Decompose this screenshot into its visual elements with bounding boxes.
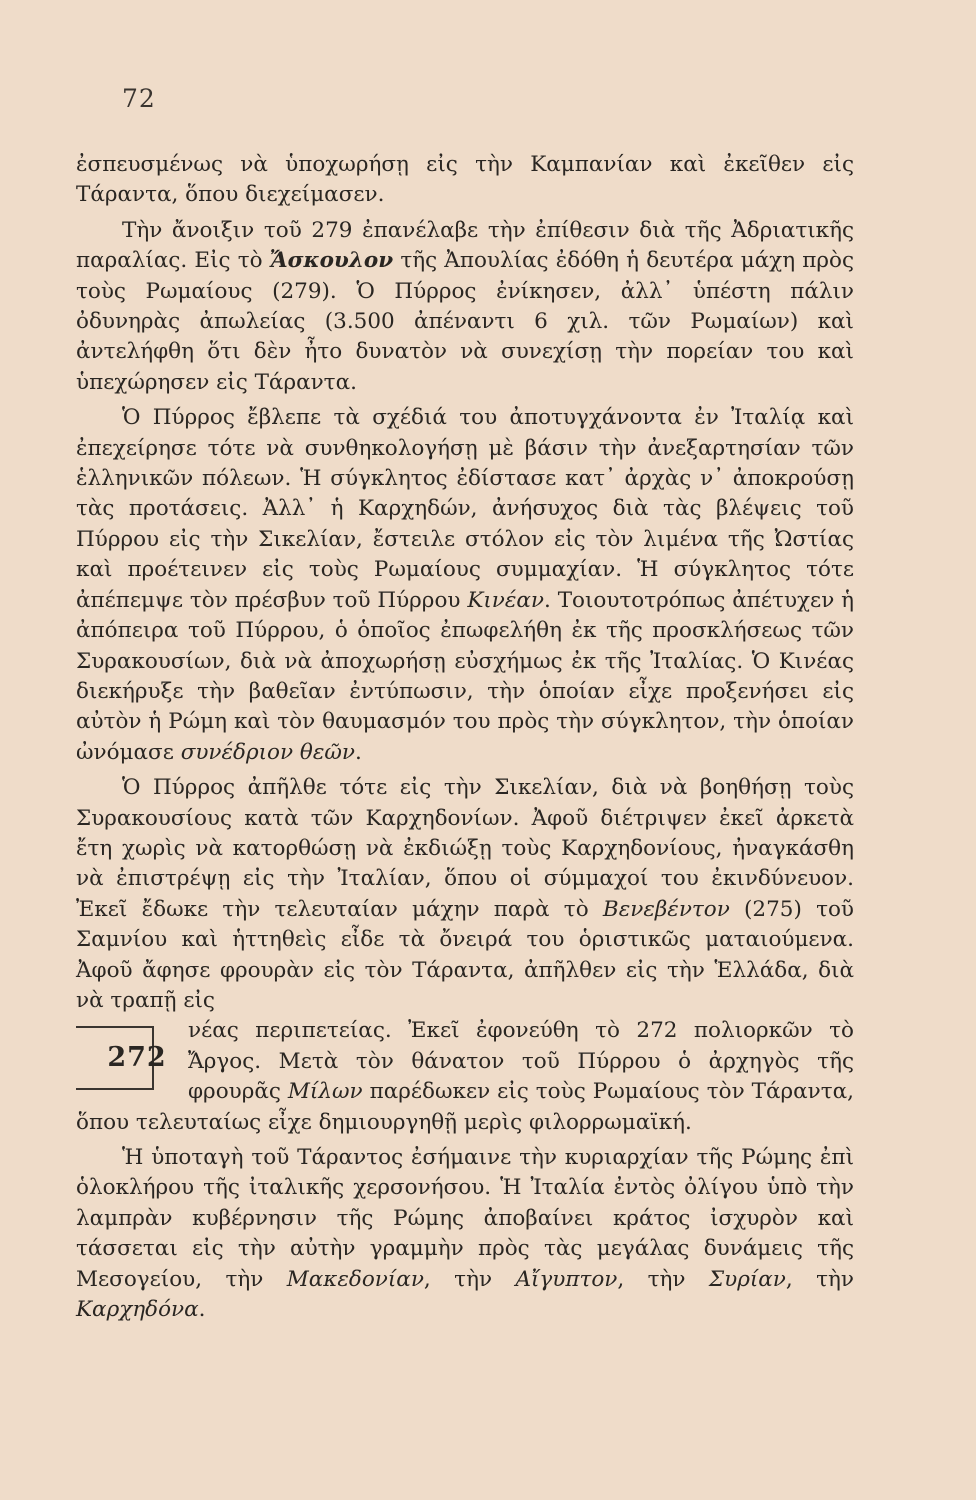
text-run: . Τοιουτοτρόπως ἀπέτυχεν ἡ ἀπόπειρα τοῦ Πύρρου, ὁ ὁποῖος ἐπωφελήθη ἐκ τῆς προσκλήσεως τῶν Συρακουσίων, διὰ νὰ ἀποχωρήσῃ εὐσχήμως ἐκ τῆς Ἰταλίας. Ὁ Κινέας διεκήρυξε τὴν βαθεῖαν ἐντύπωσιν, τὴν ὁποίαν εἶχε προξενήσει εἰς αὐτὸν ἡ Ρώμη καὶ τὸν θαυμασμόν του πρὸς τὴν σύγκλητον, τὴν ὁποίαν ὠνόμασε <box>76 587 854 765</box>
text-run: ἐσπευσμένως νὰ ὑποχωρήσῃ εἰς τὴν Καμπανίαν καὶ ἐκεῖθεν εἰς Τάραντα, ὅπου διεχείμασεν. <box>76 152 854 208</box>
italic-term: Συρίαν <box>708 1266 786 1292</box>
text-run: . <box>355 739 362 765</box>
italic-term: συνέδριον θεῶν <box>180 739 355 765</box>
paragraph <box>76 773 854 1138</box>
body-text <box>76 150 854 1325</box>
paragraph <box>76 216 854 398</box>
bold-italic-term: Ἄσκουλον <box>269 248 394 274</box>
text-run: παρέδωκεν εἰς τοὺς Ρωμαίους τὸν Τάραντα, ὅπου τελευταίως εἶχε δημιουργηθῇ μερὶς φιλορρωμαϊκή. <box>76 1079 854 1135</box>
text-run: . <box>198 1297 206 1323</box>
paragraph <box>76 1143 854 1325</box>
text-run: Ὁ Πύρρος ἀπῆλθε τότε εἰς τὴν Σικελίαν, διὰ νὰ βοηθήσῃ τοὺς Συρακουσίους κατὰ τῶν Καρχηδονίων. Ἀφοῦ διέτριψεν ἐκεῖ ἀρκετὰ ἔτη χωρὶς νὰ κατορθώσῃ νὰ ἐκδιώξῃ τοὺς Καρχηδονίους, ἠναγκάσθη νὰ ἐπιστρέψῃ εἰς τὴν Ἰταλίαν, ὅπου οἱ σύμμαχοί του ἐκινδύνευον. Ἐκεῖ ἔδωκε τὴν τελευταίαν μάχην παρὰ τὸ <box>76 775 854 922</box>
text-run: , τὴν <box>617 1266 709 1292</box>
text-run: Ὁ Πύρρος ἔβλεπε τὰ σχέδιά του ἀποτυγχάνοντα ἐν Ἰταλίᾳ καὶ ἐπεχείρησε τότε νὰ συνθηκολογήσῃ μὲ βάσιν τὴν ἀνεξαρτησίαν τῶν ἑλληνικῶν πόλεων. Ἡ σύγκλητος ἐδίστασε κατ᾽ ἀρχὰς ν᾽ ἀποκρούσῃ τὰς προτάσεις. Ἀλλ᾽ ἡ Καρχηδών, ἀνήσυχος διὰ τὰς βλέψεις τοῦ Πύρρου εἰς τὴν Σικελίαν, ἔστειλε στόλον εἰς τὸν λιμένα τῆς Ὠστίας καὶ προέτεινεν εἰς τοὺς Ρωμαίους συμμαχίαν. Ἡ σύγκλητος τότε ἀπέπεμψε τὸν πρέσβυν τοῦ Πύρρου <box>76 405 854 613</box>
italic-term: Αἴγυπτον <box>515 1266 618 1292</box>
italic-term: Κινέαν <box>467 587 545 613</box>
margin-date-box: 272 <box>76 1026 154 1090</box>
text-run: , τὴν <box>785 1266 854 1292</box>
text-run: νέας περιπετείας. Ἐκεῖ ἐφονεύθη τὸ 272 πολιορκῶν τὸ Ἄργος. Μετὰ τὸν θάνατον τοῦ Πύρρου ὁ ἀρχηγὸς τῆς φρουρᾶς <box>188 1018 854 1105</box>
page-number: 72 <box>122 84 156 113</box>
text-run: Τὴν ἄνοιξιν τοῦ 279 ἐπανέλαβε τὴν ἐπίθεσιν διὰ τῆς Ἀδριατικῆς παραλίας. Εἰς τὸ <box>76 217 854 274</box>
paragraph <box>76 403 854 768</box>
text-run: Ἡ ὑποταγὴ τοῦ Τάραντος ἐσήμαινε τὴν κυριαρχίαν τῆς Ρώμης ἐπὶ ὁλοκλήρου τῆς ἰταλικῆς χερσονήσου. Ἡ Ἰταλία ἐντὸς ὀλίγου ὑπὸ τὴν λαμπρὰν κυβέρνησιν τῆς Ρώμης ἀποβαίνει κράτος ἰσχυρὸν καὶ τάσσεται εἰς τὴν αὐτὴν γραμμὴν πρὸς τὰς μεγάλας δυνάμεις τῆς Μεσογείου, τὴν <box>76 1145 854 1292</box>
text-run: τῆς Ἀπουλίας ἐδόθη ἡ δευτέρα μάχη πρὸς τοὺς Ρωμαίους (279). Ὁ Πύρρος ἐνίκησεν, ἀλλ᾽ ὑπέστη πάλιν ὀδυνηρὰς ἀπωλείας (3.500 ἀπέναντι 6 χιλ. τῶν Ρωμαίων) καὶ ἀντελήφθη ὅτι δὲν ἦτο δυνατὸν νὰ συνεχίσῃ τὴν πορείαν του καὶ ὑπεχώρησεν εἰς Τάραντα. <box>76 248 855 395</box>
text-run: (275) τοῦ Σαμνίου καὶ ἡττηθεὶς εἶδε τὰ ὄνειρά του ὁριστικῶς ματαιούμενα. Ἀφοῦ ἄφησε φρουρὰν εἰς τὸν Τάραντα, ἀπῆλθεν εἰς τὴν Ἑλλάδα, διὰ νὰ τραπῇ εἰς <box>76 896 855 1013</box>
italic-term: Καρχηδόνα <box>76 1297 199 1323</box>
italic-term: Βενεβέντον <box>602 896 730 922</box>
text-run <box>76 897 854 1104</box>
paragraph <box>76 150 854 211</box>
text-run: , τὴν <box>423 1266 516 1292</box>
italic-term: Μακεδονίαν <box>286 1266 424 1292</box>
italic-term: Μίλων <box>287 1079 363 1105</box>
